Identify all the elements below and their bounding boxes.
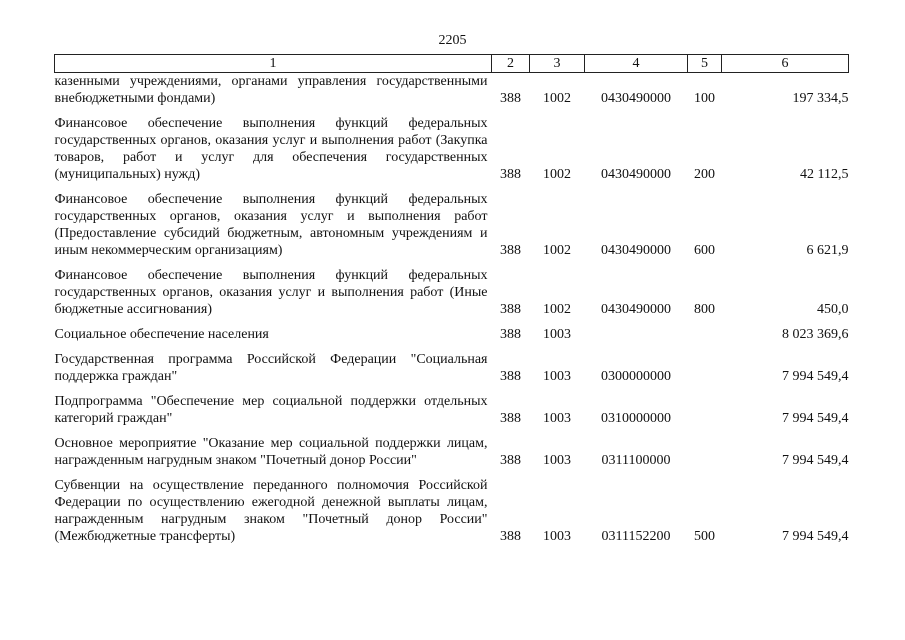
row-section-code: 1003 (543, 411, 571, 426)
row-target-code (585, 326, 688, 351)
row-target-code: 0310000000 (601, 411, 671, 426)
row-name: Основное мероприятие "Оказание мер социальной поддержки лицам, награжденным нагрудным знаком "Почетный донор России" (54, 436, 488, 468)
table-row (55, 393, 849, 435)
row-ministry-code: 388 (500, 302, 521, 317)
row-target-code: 0430490000 (601, 243, 671, 258)
row-expense-type (688, 393, 722, 435)
row-ministry-code: 388 (500, 411, 521, 426)
row-amount: 7 994 549,4 (782, 369, 849, 384)
row-ministry-code: 388 (500, 327, 521, 342)
column-header: 5 (688, 55, 722, 73)
row-name: Субвенции на осуществление переданного полномочия Российской Федерации по осуществлению ежегодной денежной выплаты лицам, награжденным нагрудным знаком "Почетный донор России" (Межбюджетные трансферты) (54, 478, 488, 544)
row-target-code: 0430490000 (601, 91, 671, 106)
row-section-code: 1003 (543, 453, 571, 468)
table-row (55, 326, 849, 351)
row-name: Финансовое обеспечение выполнения функций федеральных государственных органов, оказания услуг и выполнения работ (Иные бюджетные ассигнования) (54, 268, 488, 317)
row-name: Финансовое обеспечение выполнения функций федеральных государственных органов, оказания услуг и выполнения работ (Закупка товаров, работ и услуг для обеспечения государственных (муниципальных) нужд) (54, 116, 488, 182)
header-row (55, 55, 849, 73)
page-number: 2205 (438, 33, 467, 48)
row-amount: 42 112,5 (800, 167, 849, 182)
table-row (55, 115, 849, 191)
row-amount: 197 334,5 (792, 91, 849, 106)
row-expense-type (688, 435, 722, 477)
row-section-code: 1003 (543, 369, 571, 384)
row-section-code: 1003 (543, 529, 571, 544)
row-section-code: 1002 (543, 167, 571, 182)
row-expense-type: 200 (694, 167, 715, 182)
row-target-code: 0311152200 (601, 529, 671, 544)
column-header: 4 (585, 55, 688, 73)
row-section-code: 1003 (543, 327, 571, 342)
row-amount: 8 023 369,6 (782, 327, 849, 342)
row-amount: 7 994 549,4 (782, 411, 849, 426)
column-header: 3 (530, 55, 585, 73)
row-target-code: 0430490000 (601, 302, 671, 317)
row-section-code: 1002 (543, 302, 571, 317)
row-ministry-code: 388 (500, 243, 521, 258)
row-name: Социальное обеспечение населения (54, 327, 269, 342)
row-name: Подпрограмма "Обеспечение мер социальной поддержки отдельных категорий граждан" (54, 394, 488, 426)
budget-table (54, 54, 849, 545)
row-name: Государственная программа Российской Федерации "Социальная поддержка граждан" (54, 352, 488, 384)
row-target-code: 0300000000 (601, 369, 671, 384)
row-expense-type: 100 (694, 91, 715, 106)
row-expense-type: 800 (694, 302, 715, 317)
column-header: 1 (55, 55, 492, 73)
table-row (55, 73, 849, 116)
row-target-code: 0430490000 (601, 167, 671, 182)
row-ministry-code: 388 (500, 369, 521, 384)
row-ministry-code: 388 (500, 167, 521, 182)
row-name: казенными учреждениями, органами управления государственными внебюджетными фондами) (54, 74, 488, 106)
row-expense-type: 600 (694, 243, 715, 258)
row-name: Финансовое обеспечение выполнения функций федеральных государственных органов, оказания услуг и выполнения работ (Предоставление субсидий бюджетным, автономным учреждениям и иным некоммерческим организациям) (54, 192, 488, 258)
row-expense-type: 500 (694, 529, 715, 544)
column-header: 6 (722, 55, 849, 73)
row-amount: 450,0 (817, 302, 849, 317)
row-target-code: 0311100000 (601, 453, 671, 468)
row-ministry-code: 388 (500, 453, 521, 468)
row-ministry-code: 388 (500, 91, 521, 106)
column-header: 2 (492, 55, 530, 73)
table-row (55, 191, 849, 267)
row-section-code: 1002 (543, 91, 571, 106)
row-section-code: 1002 (543, 243, 571, 258)
row-amount: 7 994 549,4 (782, 453, 849, 468)
table-row (55, 351, 849, 393)
row-ministry-code: 388 (500, 529, 521, 544)
row-expense-type (688, 351, 722, 393)
row-amount: 6 621,9 (806, 243, 849, 258)
row-amount: 7 994 549,4 (782, 529, 849, 544)
table-row (55, 435, 849, 477)
table-row (55, 267, 849, 326)
table-row (55, 477, 849, 545)
row-expense-type (688, 326, 722, 351)
